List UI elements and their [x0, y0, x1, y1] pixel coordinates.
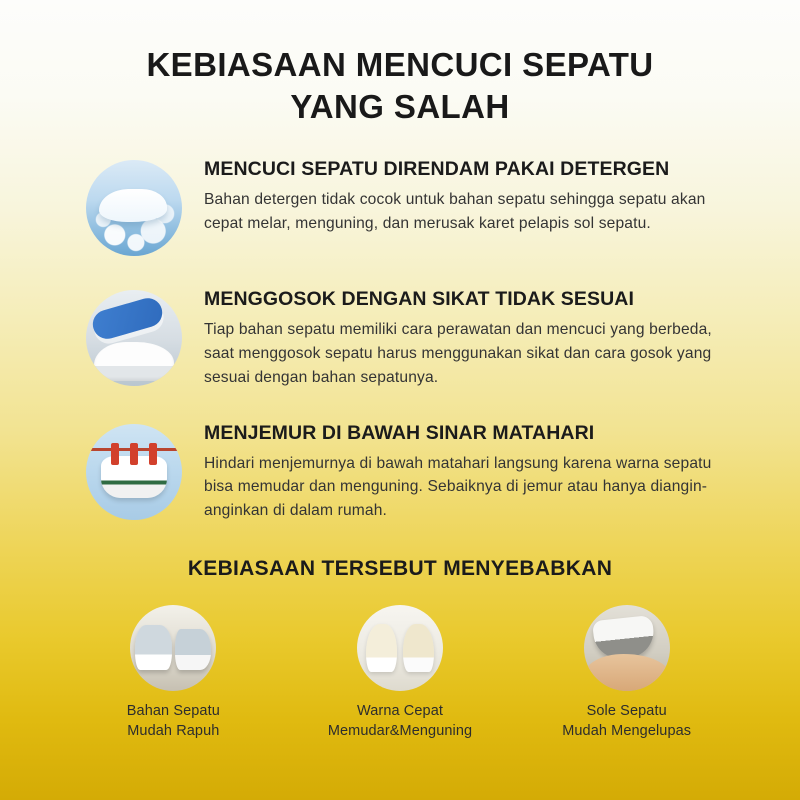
soaked-shoe-in-detergent-photo: [86, 160, 182, 256]
consequence-label-line-2: Mudah Rapuh: [127, 723, 220, 740]
consequence-label-line-1: Warna Cepat: [357, 702, 443, 719]
consequence-item: [60, 605, 287, 742]
consequence-label-line-2: Mudah Mengelupas: [562, 723, 692, 740]
list-item: [86, 156, 738, 256]
consequences-title: KEBIASAAN TERSEBUT MENYEBABKAN: [187, 556, 613, 580]
page-title: [0, 0, 800, 128]
yellowed-shoes-photo: [357, 605, 443, 691]
worn-sneakers-photo: [130, 605, 216, 691]
consequence-label-line-2: Memudar&Menguning: [327, 723, 473, 740]
list-item-body: Tiap bahan sepatu memiliki cara perawatan dan mencuci yang berbeda, saat menggosok sepatu harus menggunakan sikat dan cara gosok yang sesuai dengan bahan sepatunya.: [204, 321, 712, 386]
consequence-label-line-1: Bahan Sepatu: [126, 702, 220, 719]
list-item-text: [204, 420, 738, 523]
list-item-heading: MENCUCI SEPATU DIRENDAM PAKAI DETERGEN: [204, 158, 670, 181]
list-item-body: Hindari menjemurnya di bawah matahari langsung karena warna sepatu bisa memudar dan menguning. Sebaiknya di jemur atau hanya diangin-anginkan di dalam rumah.: [204, 454, 712, 519]
peeling-sole-photo: [584, 605, 670, 691]
consequences-list: [0, 605, 800, 742]
consequence-label-line-1: Sole Sepatu: [586, 702, 667, 719]
list-item: [86, 420, 738, 523]
list-item-body: Bahan detergen tidak cocok untuk bahan sepatu sehingga sepatu akan cepat melar, menguning, dan merusak karet pelapis sol sepatu.: [204, 191, 706, 233]
list-item-text: [204, 286, 738, 389]
title-line-2: YANG SALAH: [290, 88, 510, 126]
list-item: [86, 286, 738, 389]
list-item-heading: MENJEMUR DI BAWAH SINAR MATAHARI: [204, 421, 595, 444]
shoes-drying-on-clothesline-photo: [86, 424, 182, 520]
list-item-heading: MENGGOSOK DENGAN SIKAT TIDAK SESUAI: [204, 288, 634, 311]
list-item-text: [204, 156, 738, 235]
consequence-item: [513, 605, 740, 742]
brush-scrubbing-sneaker-photo: [86, 290, 182, 386]
consequence-item: [287, 605, 514, 742]
title-line-1: KEBIASAAN MENCUCI SEPATU: [146, 46, 654, 83]
tips-list: [0, 156, 800, 522]
